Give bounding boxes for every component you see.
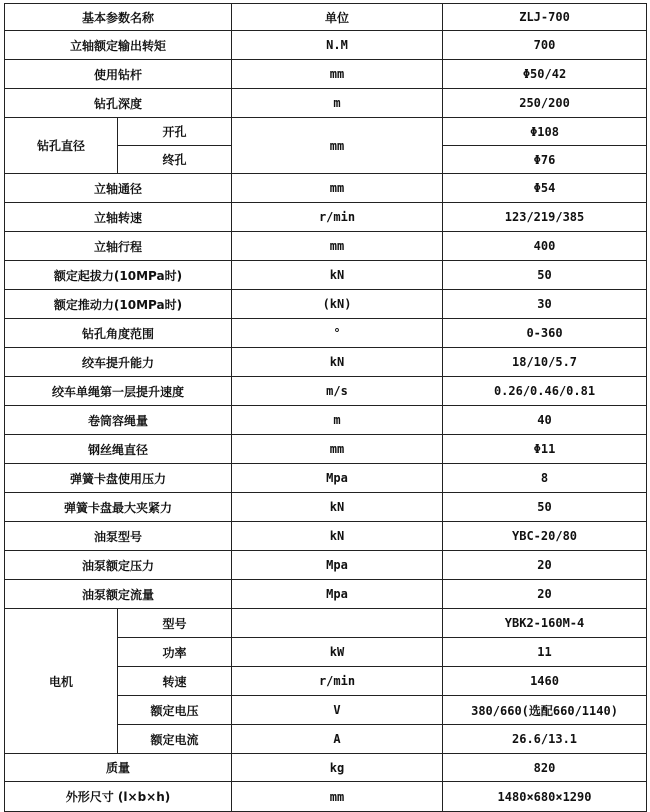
param-unit: r/min: [232, 667, 443, 696]
param-value: 820: [443, 754, 647, 782]
param-value: Φ11: [443, 435, 647, 464]
param-value: Φ50/42: [443, 60, 647, 89]
param-name: 额定推动力(10MPa时): [5, 290, 232, 319]
table-row: [5, 89, 647, 118]
table-row: [5, 609, 647, 638]
table-row: [5, 782, 647, 812]
param-value: YBK2-160M-4: [443, 609, 647, 638]
param-value: 26.6/13.1: [443, 725, 647, 754]
table-row: [5, 232, 647, 261]
table-row: [5, 319, 647, 348]
param-value: Φ108: [443, 118, 647, 146]
param-name: 立轴通径: [5, 174, 232, 203]
param-name: 卷筒容绳量: [5, 406, 232, 435]
param-name: 弹簧卡盘最大夹紧力: [5, 493, 232, 522]
table-row: [5, 118, 647, 146]
param-value: 40: [443, 406, 647, 435]
param-value: 1480×680×1290: [443, 782, 647, 812]
table-row: [5, 377, 647, 406]
param-value: 11: [443, 638, 647, 667]
diameter-group-name: 钻孔直径: [5, 118, 118, 174]
param-unit: r/min: [232, 203, 443, 232]
table-row: [5, 348, 647, 377]
param-subname: 转速: [118, 667, 232, 696]
param-name: 绞车提升能力: [5, 348, 232, 377]
param-name: 油泵额定压力: [5, 551, 232, 580]
spec-table: [4, 3, 647, 812]
table-row: [5, 406, 647, 435]
param-value: 250/200: [443, 89, 647, 118]
param-unit: kN: [232, 261, 443, 290]
param-subname: 功率: [118, 638, 232, 667]
param-name: 质量: [5, 754, 232, 782]
param-unit: m: [232, 406, 443, 435]
param-value: 0-360: [443, 319, 647, 348]
param-name: 钢丝绳直径: [5, 435, 232, 464]
param-unit: kN: [232, 493, 443, 522]
table-row: [5, 290, 647, 319]
table-row: [5, 174, 647, 203]
header-name: 基本参数名称: [5, 4, 232, 31]
param-name: 使用钻杆: [5, 60, 232, 89]
param-value: 50: [443, 493, 647, 522]
param-subname: 型号: [118, 609, 232, 638]
param-name: 钻孔角度范围: [5, 319, 232, 348]
param-subname: 额定电流: [118, 725, 232, 754]
table-row: [5, 754, 647, 782]
table-row: [5, 60, 647, 89]
header-unit: 单位: [232, 4, 443, 31]
param-unit: mm: [232, 174, 443, 203]
param-unit: kW: [232, 638, 443, 667]
param-value: Φ76: [443, 146, 647, 174]
param-subname: 额定电压: [118, 696, 232, 725]
param-unit: Mpa: [232, 551, 443, 580]
table-row: [5, 464, 647, 493]
diameter-unit: mm: [232, 118, 443, 174]
param-name: 额定起拔力(10MPa时): [5, 261, 232, 290]
param-value: 30: [443, 290, 647, 319]
param-subname: 终孔: [118, 146, 232, 174]
param-unit: Mpa: [232, 580, 443, 609]
table-row: [5, 203, 647, 232]
param-unit: Mpa: [232, 464, 443, 493]
param-unit: mm: [232, 232, 443, 261]
spec-sheet: [4, 3, 647, 812]
param-unit: mm: [232, 60, 443, 89]
param-name: 钻孔深度: [5, 89, 232, 118]
param-value: 18/10/5.7: [443, 348, 647, 377]
table-row: [5, 435, 647, 464]
param-value: 123/219/385: [443, 203, 647, 232]
param-unit: mm: [232, 782, 443, 812]
table-row: [5, 31, 647, 60]
param-unit: m: [232, 89, 443, 118]
param-unit: A: [232, 725, 443, 754]
param-value: 20: [443, 551, 647, 580]
motor-group-name: 电机: [5, 609, 118, 754]
param-value: 400: [443, 232, 647, 261]
param-value: 20: [443, 580, 647, 609]
param-name: 立轴行程: [5, 232, 232, 261]
param-unit: [232, 609, 443, 638]
param-value: 1460: [443, 667, 647, 696]
param-value: 8: [443, 464, 647, 493]
param-name: 弹簧卡盘使用压力: [5, 464, 232, 493]
param-unit: mm: [232, 435, 443, 464]
param-value: 50: [443, 261, 647, 290]
param-value: 700: [443, 31, 647, 60]
table-row: [5, 493, 647, 522]
param-name: 外形尺寸 (l×b×h): [5, 782, 232, 812]
table-row: [5, 580, 647, 609]
param-unit: V: [232, 696, 443, 725]
param-unit: (kN): [232, 290, 443, 319]
param-unit: °: [232, 319, 443, 348]
header-value: ZLJ-700: [443, 4, 647, 31]
table-row: [5, 551, 647, 580]
param-name: 油泵型号: [5, 522, 232, 551]
table-row: [5, 261, 647, 290]
param-value: 0.26/0.46/0.81: [443, 377, 647, 406]
table-header-row: [5, 4, 647, 31]
param-name: 立轴转速: [5, 203, 232, 232]
param-value: 380/660(选配660/1140): [443, 696, 647, 725]
table-row: [5, 522, 647, 551]
param-unit: kN: [232, 522, 443, 551]
param-name: 立轴额定输出转矩: [5, 31, 232, 60]
param-value: Φ54: [443, 174, 647, 203]
param-unit: kN: [232, 348, 443, 377]
param-name: 绞车单绳第一层提升速度: [5, 377, 232, 406]
param-unit: m/s: [232, 377, 443, 406]
param-value: YBC-20/80: [443, 522, 647, 551]
param-name: 油泵额定流量: [5, 580, 232, 609]
param-unit: kg: [232, 754, 443, 782]
param-unit: N.M: [232, 31, 443, 60]
param-subname: 开孔: [118, 118, 232, 146]
